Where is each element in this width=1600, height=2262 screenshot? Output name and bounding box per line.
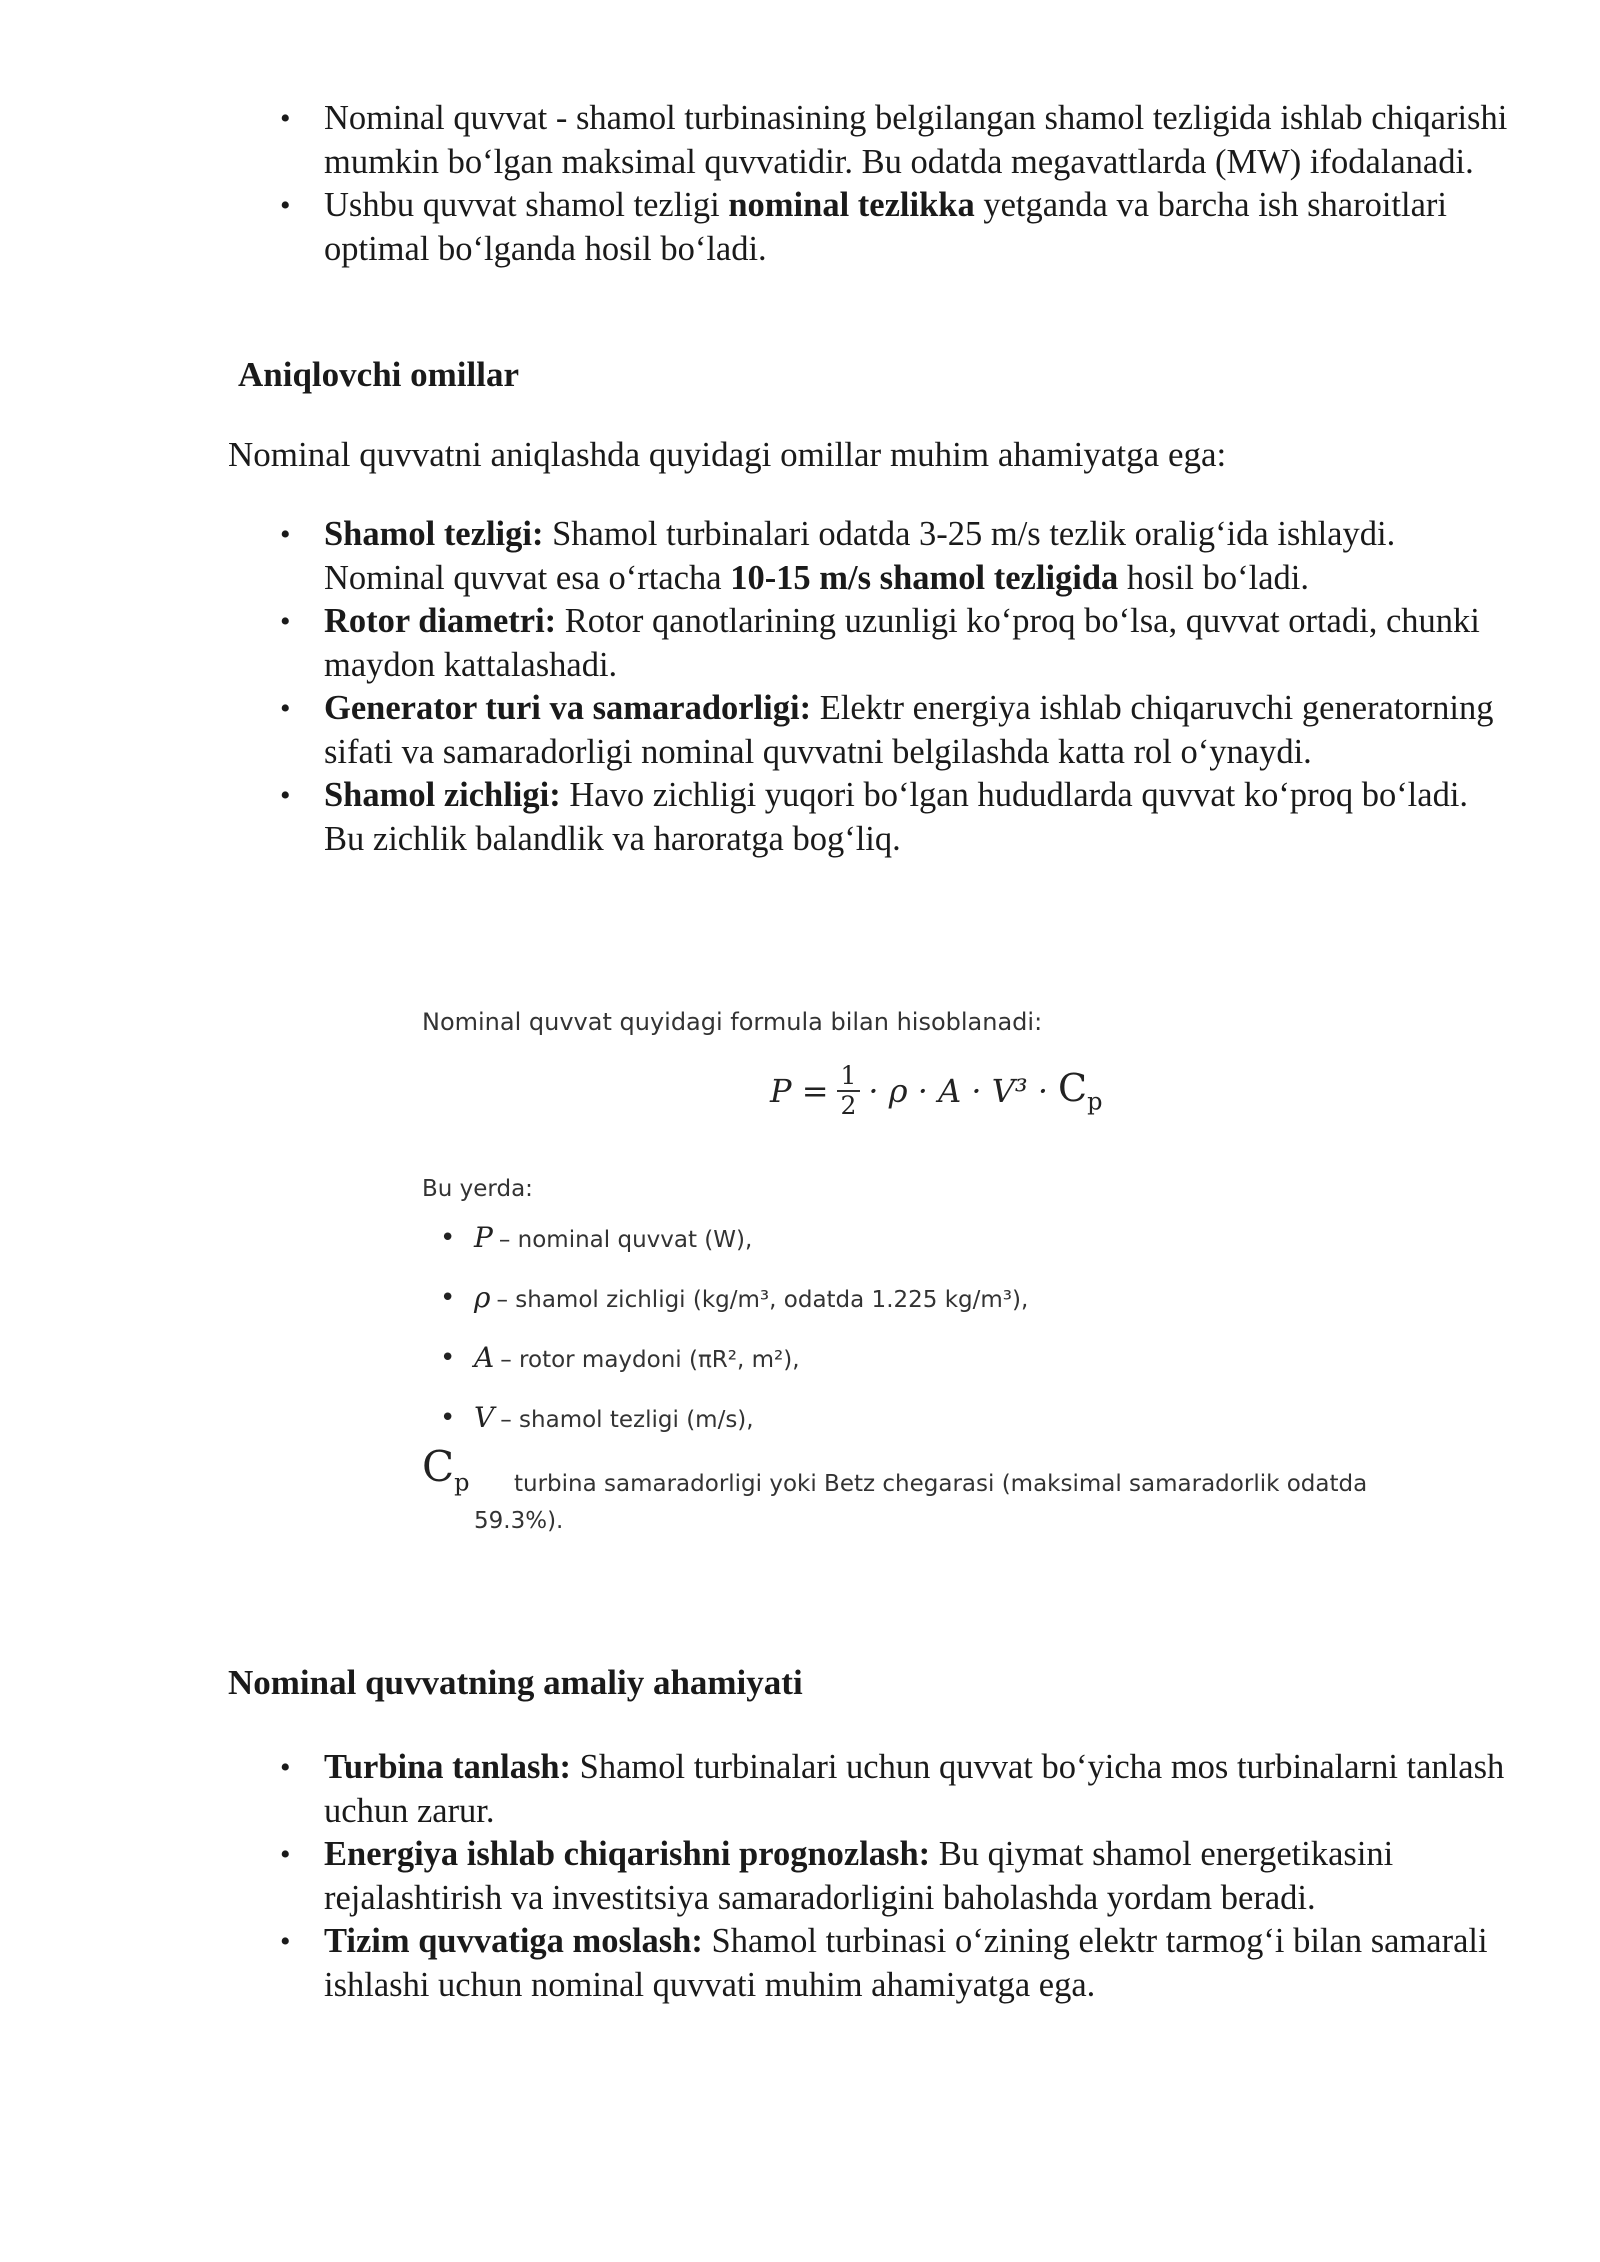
variable-item xyxy=(440,1398,1028,1458)
power-formula xyxy=(770,1062,1102,1120)
list-item xyxy=(228,97,1508,184)
list-item xyxy=(228,1920,1508,2007)
formula-rhs: · ρ · A · V³ · xyxy=(868,1072,1048,1110)
list-item-bold: Generator turi va samaradorligi: xyxy=(324,689,812,727)
list-item-text: Rotor qanotlarining uzunligi ko‘proq bo‘lsa, quvvat ortadi, chunki maydon kattalashadi. xyxy=(324,602,1480,684)
list-item-text: hosil bo‘ladi. xyxy=(1118,558,1309,597)
formula-where-label: Bu yerda: xyxy=(422,1176,533,1202)
cp-symbol: C xyxy=(1058,1066,1088,1111)
list-item-bold: Energiya ishlab chiqarishni prognozlash: xyxy=(324,1835,931,1873)
list-item-text: Havo zichligi yuqori bo‘lgan hududlarda quvvat ko‘proq bo‘ladi. Bu zichlik balandlik va haroratga bog‘liq. xyxy=(324,776,1469,858)
cp-description-cont: 59.3%). xyxy=(474,1508,564,1534)
formula-intro: Nominal quvvat quyidagi formula bilan hisoblanadi: xyxy=(422,1008,1043,1036)
list-item-bold: 10-15 m/s shamol tezligida xyxy=(730,558,1119,597)
factors-bullet-list xyxy=(228,513,1508,861)
list-item-text: Bu qiymat shamol energetikasini rejalashtirish va investitsiya samaradorligini baholashda yordam beradi. xyxy=(324,1835,1394,1917)
list-item xyxy=(228,1746,1508,1833)
cp-subscript: p xyxy=(1087,1087,1103,1116)
list-item xyxy=(228,1833,1508,1920)
variable-desc: – rotor maydoni (πR², m²), xyxy=(500,1347,800,1373)
formula-cp xyxy=(1058,1066,1102,1116)
fraction-numerator: 1 xyxy=(837,1062,861,1092)
variable-item xyxy=(440,1218,1028,1278)
variable-desc: – shamol zichligi (kg/m³, odatda 1.225 kg/m³), xyxy=(496,1287,1029,1313)
factors-intro: Nominal quvvatni aniqlashda quyidagi omillar muhim ahamiyatga ega: xyxy=(228,435,1227,474)
list-item xyxy=(228,600,1508,687)
variable-symbol: A xyxy=(474,1341,495,1374)
variable-symbol: P xyxy=(474,1221,493,1254)
list-item xyxy=(228,184,1508,271)
formula-image xyxy=(420,990,1420,1580)
list-item-text: Elektr energiya ishlab chiqaruvchi generatorning sifati va samaradorligi nominal quvvatni belgilashda katta rol o‘ynaydi. xyxy=(324,689,1494,771)
formula-lhs: P = xyxy=(770,1072,829,1110)
variable-item xyxy=(440,1338,1028,1398)
list-item-text: Shamol turbinalari uchun quvvat bo‘yicha mos turbinalarni tanlash uchun zarur. xyxy=(324,1748,1505,1830)
cp-subscript: p xyxy=(454,1468,470,1497)
formula-fraction xyxy=(837,1062,861,1120)
list-item-text: Ushbu quvvat shamol tezligi xyxy=(324,186,729,224)
section-heading-factors: Aniqlovchi omillar xyxy=(238,355,519,394)
variable-item xyxy=(440,1278,1028,1338)
list-item-bold: Shamol zichligi: xyxy=(324,776,561,814)
list-item-bold: Turbina tanlash: xyxy=(324,1748,572,1786)
practical-bullet-list xyxy=(228,1746,1508,2007)
list-item-text: Shamol turbinalari odatda 3-25 m/s tezlik oralig‘ida ishlaydi. Nominal quvvat esa o‘rtacha xyxy=(324,515,1396,597)
cp-symbol: C xyxy=(422,1442,455,1491)
list-item-text: Nominal quvvat - shamol turbinasining belgilangan shamol tezligida ishlab chiqarishi mumkin bo‘lgan maksimal quvvatidir. Bu odatda megavattlarda (MW) ifodalanadi. xyxy=(324,99,1508,181)
list-item-bold: Shamol tezligi: xyxy=(324,515,544,553)
list-item xyxy=(228,687,1508,774)
cp-description: turbina samaradorligi yoki Betz chegarasi (maksimal samaradorlik odatda xyxy=(514,1471,1368,1497)
list-item-text: yetganda va barcha ish sharoitlari optimal bo‘lganda hosil bo‘ladi. xyxy=(324,186,1447,268)
list-item xyxy=(228,774,1508,861)
variable-desc: – nominal quvvat (W), xyxy=(498,1227,753,1253)
variable-desc: – shamol tezligi (m/s), xyxy=(500,1407,754,1433)
list-item-bold: Tizim quvvatiga moslash: xyxy=(324,1922,703,1960)
fraction-denominator: 2 xyxy=(840,1091,857,1120)
variable-symbol: ρ xyxy=(474,1281,491,1314)
variable-symbol: V xyxy=(474,1401,495,1434)
intro-bullet-list xyxy=(228,97,1508,271)
list-item-bold: Rotor diametri: xyxy=(324,602,557,640)
list-item xyxy=(228,513,1508,600)
cp-label xyxy=(422,1442,470,1496)
list-item-bold: nominal tezlikka xyxy=(728,186,975,224)
section-heading-practical: Nominal quvvatning amaliy ahamiyati xyxy=(228,1663,803,1702)
formula-variables-list xyxy=(440,1218,1028,1458)
list-item-text: Shamol turbinasi o‘zining elektr tarmog‘i bilan samarali ishlashi uchun nominal quvvati muhim ahamiyatga ega. xyxy=(324,1922,1488,2004)
